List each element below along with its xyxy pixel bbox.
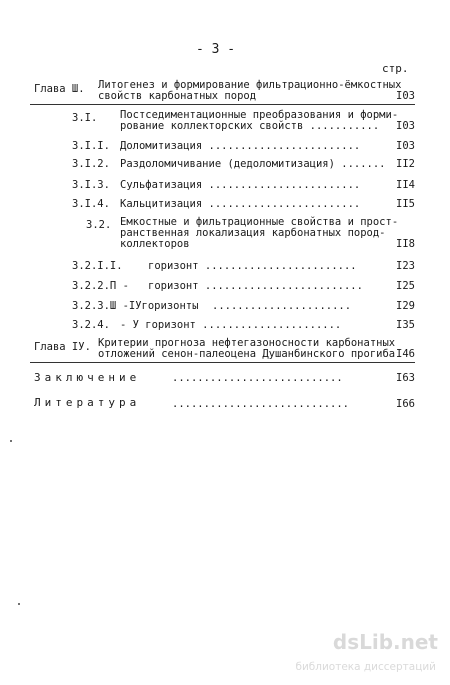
- page-number: - 3 -: [196, 42, 236, 57]
- conclusion-dots: ...........................: [172, 372, 343, 384]
- toc-entry-3-1-4-number: 3.I.4.: [72, 198, 110, 210]
- chapter-4-title-line1: Критерии прогноза нефтегазоносности карбонатных: [98, 337, 396, 349]
- toc-entry-3-1-2-title: Раздоломичивание (дедоломитизация) .......: [120, 158, 386, 170]
- chapter-4-title-line2: отложений сенон-палеоцена Душанбинского прогиба: [98, 348, 396, 360]
- literature-dots: ............................: [172, 398, 350, 410]
- toc-entry-3-1-page: I03: [396, 120, 415, 132]
- literature-label: Литература: [34, 396, 141, 409]
- toc-entry-3-1-4-title: Кальцитизация ........................: [120, 198, 361, 210]
- toc-entry-3-2-3-page: I29: [396, 300, 415, 312]
- watermark-subtitle: библиотека диссертаций: [295, 661, 436, 673]
- chapter-3-label: Глава Ш.: [34, 83, 85, 95]
- toc-entry-3-2-4-title: - У горизонт ......................: [120, 319, 342, 331]
- toc-entry-3-2-3-dots: ......................: [212, 300, 352, 312]
- toc-entry-3-1-2-page: II2: [396, 158, 415, 170]
- toc-entry-3-1-line2: рование коллекторских свойств ...........: [120, 120, 380, 132]
- toc-entry-3-2-page: II8: [396, 238, 415, 250]
- toc-entry-3-2-line1: Емкостные и фильтрационные свойства и прост-: [120, 216, 399, 228]
- toc-entry-3-1-2-number: 3.I.2.: [72, 158, 110, 170]
- toc-entry-3-1-1-page: I03: [396, 140, 415, 152]
- chapter-4-underline: [30, 362, 415, 363]
- toc-entry-3-1-3-title: Сульфатизация ........................: [120, 179, 361, 191]
- literature-page: I66: [396, 398, 415, 410]
- conclusion-page: I63: [396, 372, 415, 384]
- toc-entry-3-1-4-page: II5: [396, 198, 415, 210]
- page-column-header: стр.: [382, 62, 409, 75]
- toc-entry-3-2-1-page: I23: [396, 260, 415, 272]
- scan-speck: [18, 603, 20, 605]
- toc-entry-3-1-1-number: 3.I.I.: [72, 140, 110, 152]
- dslib-watermark: [288, 630, 438, 675]
- chapter-3-page: I03: [396, 90, 415, 102]
- toc-entry-3-2-1-title: горизонт ........................: [148, 260, 357, 272]
- chapter-3-title-line2: свойств карбонатных пород: [98, 90, 257, 102]
- toc-entry-3-1-1-title: Доломитизация ........................: [120, 140, 361, 152]
- toc-entry-3-2-4-number: 3.2.4.: [72, 319, 110, 331]
- chapter-4-page: I46: [396, 348, 415, 360]
- toc-entry-3-2-2-title: горизонт .........................: [148, 280, 363, 292]
- toc-entry-3-2-number: 3.2.: [86, 219, 112, 231]
- toc-entry-3-2-4-page: I35: [396, 319, 415, 331]
- toc-entry-3-2-2-number: 3.2.2.П -: [72, 280, 129, 292]
- toc-entry-3-2-2-page: I25: [396, 280, 415, 292]
- toc-entry-3-2-line3: коллекторов: [120, 238, 190, 250]
- conclusion-label: Заключение: [34, 371, 141, 384]
- chapter-4-label: Глава IУ.: [34, 341, 91, 353]
- toc-entry-3-1-line1: Постседиментационные преобразования и форми-: [120, 109, 399, 121]
- toc-entry-3-2-1-number: 3.2.I.I.: [72, 260, 123, 272]
- chapter-3-underline: [30, 104, 415, 105]
- toc-entry-3-1-3-page: II4: [396, 179, 415, 191]
- toc-entry-3-2-3-number: 3.2.3.Ш -IУгоризонты: [72, 300, 199, 312]
- toc-entry-3-1-number: 3.I.: [72, 112, 98, 124]
- toc-entry-3-2-line2: ранственная локализация карбонатных пород-: [120, 227, 386, 239]
- scan-speck: [10, 440, 12, 442]
- toc-entry-3-1-3-number: 3.I.3.: [72, 179, 110, 191]
- watermark-logo: dsLib.net: [332, 630, 438, 654]
- chapter-3-title-line1: Литогенез и формирование фильтрационно-ёмкостных: [98, 79, 402, 91]
